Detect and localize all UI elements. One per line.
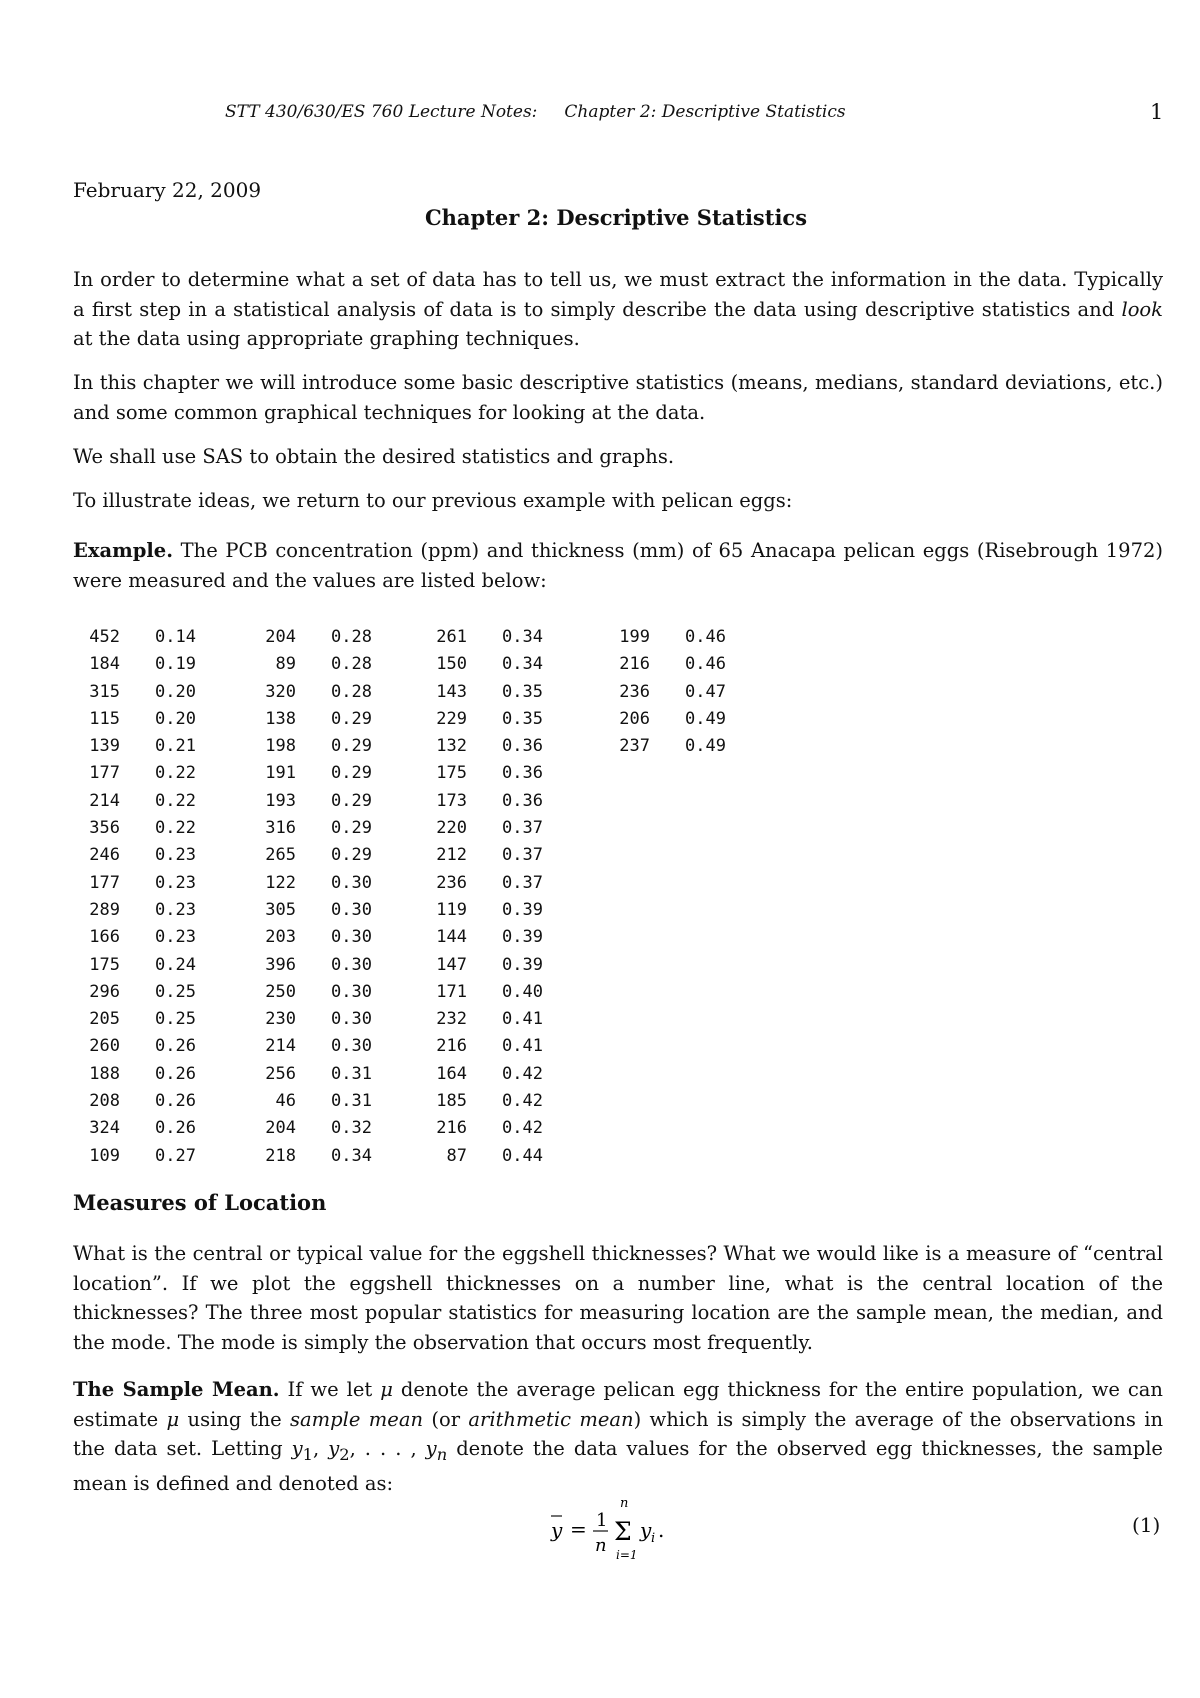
pcb-value-cell: 315 [89,681,120,702]
pcb-value-cell: 203 [265,927,296,948]
thickness-value-cell [650,952,726,979]
example-label: Example. [73,539,173,562]
sample-mean-label: The Sample Mean. [73,1378,280,1401]
thickness-value-cell: 0.30 [331,954,372,975]
eq-lhs: y [551,1518,563,1542]
thickness-value-cell: 0.22 [155,763,196,784]
sum-lower-limit: i=1 [616,1548,638,1562]
sample-mean-term: sample mean [290,1407,424,1431]
pcb-value-cell: 232 [436,1009,467,1030]
table-row [78,1088,726,1115]
pcb-value-cell [543,1115,650,1142]
thickness-value-cell: 0.23 [155,927,196,948]
thickness-value-cell: 0.44 [502,1145,543,1166]
equation-number: (1) [1132,1513,1161,1537]
table-row [78,1115,726,1142]
thickness-value-cell [650,760,726,787]
pelican-egg-data-table [78,624,726,1170]
thickness-value-cell [650,842,726,869]
pcb-value-cell: 356 [89,818,120,839]
pcb-value-cell: 175 [89,954,120,975]
chapter-overview-paragraph: In this chapter we will introduce some basic descriptive statistics (means, medians, standard deviations, etc.) and some common graphical techniques for looking at the data. [73,371,1163,424]
pcb-value-cell: 173 [436,790,467,811]
pcb-value-cell: 109 [89,1145,120,1166]
pcb-value-cell: 250 [265,981,296,1002]
mean-text-5: ) which is simply the average of the observations in the data set. Letting [73,1407,1164,1460]
pcb-value-cell: 237 [619,736,650,757]
table-row [78,760,726,787]
thickness-value-cell: 0.49 [685,736,726,757]
pcb-value-cell: 265 [265,845,296,866]
table-row [78,979,726,1006]
eq-y: y [640,1518,652,1542]
thickness-value-cell: 0.20 [155,708,196,729]
data-table-body [78,624,726,1170]
thickness-value-cell: 0.42 [502,1091,543,1112]
pcb-value-cell [543,815,650,842]
pcb-value-cell: 175 [436,763,467,784]
thickness-value-cell: 0.30 [331,927,372,948]
thickness-value-cell: 0.41 [502,1009,543,1030]
pcb-value-cell: 214 [265,1036,296,1057]
pcb-value-cell: 218 [265,1145,296,1166]
thickness-value-cell: 0.29 [331,763,372,784]
thickness-value-cell: 0.26 [155,1063,196,1084]
table-row [78,679,726,706]
thickness-value-cell: 0.34 [502,627,543,647]
pcb-value-cell: 87 [446,1145,467,1166]
pcb-value-cell [543,842,650,869]
date-line: February 22, 2009 [73,178,262,202]
pcb-value-cell: 164 [436,1063,467,1084]
thickness-value-cell: 0.39 [502,954,543,975]
thickness-value-cell [650,979,726,1006]
intro-text-b: at the data using appropriate graphing techniques. [73,327,580,350]
sas-paragraph: We shall use SAS to obtain the desired statistics and graphs. [73,445,675,468]
pcb-value-cell: 216 [619,654,650,675]
table-row [78,1006,726,1033]
thickness-value-cell: 0.39 [502,899,543,920]
pcb-value-cell: 212 [436,845,467,866]
pcb-value-cell: 184 [89,654,120,675]
pcb-value-cell: 89 [275,654,296,675]
pcb-value-cell: 256 [265,1063,296,1084]
pcb-value-cell: 305 [265,899,296,920]
pcb-value-cell: 138 [265,708,296,729]
running-header [0,100,1200,130]
pcb-value-cell [543,760,650,787]
pcb-value-cell: 132 [436,736,467,757]
pcb-value-cell: 206 [619,708,650,729]
mean-text-4: (or [423,1407,469,1431]
thickness-value-cell: 0.25 [155,981,196,1002]
pcb-value-cell: 220 [436,818,467,839]
thickness-value-cell [650,1115,726,1142]
thickness-value-cell: 0.36 [502,763,543,784]
thickness-value-cell [650,1088,726,1115]
mean-text-1: If we let [279,1378,381,1401]
thickness-value-cell [650,897,726,924]
pcb-value-cell: 289 [89,899,120,920]
thickness-value-cell [650,1143,726,1170]
thickness-value-cell: 0.46 [685,627,726,647]
eq-period: . [658,1518,665,1542]
thickness-value-cell: 0.37 [502,845,543,866]
thickness-value-cell: 0.36 [502,736,543,757]
pcb-value-cell: 205 [89,1009,120,1030]
running-title: STT 430/630/ES 760 Lecture Notes: Chapter 2: Descriptive Statistics [225,102,846,122]
thickness-value-cell: 0.30 [331,872,372,893]
pcb-value-cell [543,870,650,897]
pcb-value-cell: 171 [436,981,467,1002]
pcb-value-cell: 230 [265,1009,296,1030]
example-paragraph [73,536,1163,595]
thickness-value-cell: 0.30 [331,1009,372,1030]
sample-mean-paragraph: The Sample Mean. If we let μ denote the average pelican egg thickness for the entire population, we can estimate μ using the sample mean (or arithmetic mean) which is simply the average of the observations in the data set. Letting $y_1$, $y_2$, . . . , $y_n$ denote the data values for the observed egg thicknesses, the sample mean is defined and denoted as: [73,1378,1164,1496]
intro-text-a: In order to determine what a set of data has to tell us, we must extract the information in the data. Typically a first step in a statistical analysis of data is to simply describe the data using descriptive statistics and [73,268,1163,321]
thickness-value-cell: 0.30 [331,981,372,1002]
pcb-value-cell: 143 [436,681,467,702]
table-row [78,924,726,951]
table-row [78,788,726,815]
pcb-value-cell: 46 [275,1091,296,1112]
thickness-value-cell: 0.25 [155,1009,196,1030]
thickness-value-cell: 0.23 [155,899,196,920]
thickness-value-cell: 0.27 [155,1145,196,1166]
pcb-value-cell: 261 [436,627,467,647]
pcb-value-cell: 119 [436,899,467,920]
table-row [78,952,726,979]
pcb-value-cell [543,1033,650,1060]
thickness-value-cell: 0.32 [331,1118,372,1139]
ellipsis: , . . . , [349,1437,426,1460]
thickness-value-cell: 0.29 [331,790,372,811]
pcb-value-cell: 150 [436,654,467,675]
thickness-value-cell: 0.26 [155,1036,196,1057]
table-row [78,1061,726,1088]
pcb-value-cell: 166 [89,927,120,948]
thickness-value-cell: 0.34 [502,654,543,675]
pcb-value-cell: 185 [436,1091,467,1112]
thickness-value-cell: 0.41 [502,1036,543,1057]
thickness-value-cell [650,815,726,842]
pcb-value-cell: 193 [265,790,296,811]
pcb-value-cell: 147 [436,954,467,975]
pcb-value-cell: 177 [89,763,120,784]
thickness-value-cell: 0.24 [155,954,196,975]
mean-text-2: denote the average pelican egg thickness for the entire population, we can estimate [73,1378,1163,1431]
pcb-value-cell: 144 [436,927,467,948]
sample-mean-equation [550,1495,690,1565]
mean-text-3: using the [179,1407,291,1431]
location-paragraph: What is the central or typical value for the eggshell thicknesses? What we would like is a measure of “central location”. If we plot the eggshell thicknesses on a number line, what is the central location of the thicknesses? The three most popular statistics for measuring location are the sample mean, the median, and the mode. The mode is simply the observation that occurs most frequently. [73,1242,1163,1354]
eq-denominator: n [595,1535,607,1556]
pcb-value-cell [543,1088,650,1115]
thickness-value-cell: 0.29 [331,736,372,757]
thickness-value-cell: 0.42 [502,1063,543,1084]
pcb-value-cell: 199 [619,627,650,647]
table-row [78,1143,726,1170]
thickness-value-cell: 0.35 [502,708,543,729]
intro-paragraph [73,265,1163,354]
thickness-value-cell: 0.28 [331,681,372,702]
section-heading-measures-of-location: Measures of Location [73,1190,327,1215]
thickness-value-cell: 0.20 [155,681,196,702]
pcb-value-cell: 236 [619,681,650,702]
thickness-value-cell: 0.36 [502,790,543,811]
subscript: n [436,1444,448,1464]
thickness-value-cell: 0.37 [502,872,543,893]
pcb-value-cell: 236 [436,872,467,893]
subscript: 1 [302,1444,313,1464]
pcb-value-cell: 246 [89,845,120,866]
subscript: 2 [339,1444,350,1464]
table-row [78,870,726,897]
chapter-title: Chapter 2: Descriptive Statistics [424,205,808,230]
table-row [78,624,726,651]
pcb-value-cell: 320 [265,681,296,702]
sum-upper-limit: n [620,1496,629,1511]
pcb-value-cell [543,897,650,924]
y-variable: y [425,1437,437,1460]
pcb-value-cell: 208 [89,1091,120,1112]
eq-numerator: 1 [596,1510,608,1531]
thickness-value-cell: 0.31 [331,1091,372,1112]
mu-symbol: μ [166,1407,180,1431]
pcb-value-cell: 296 [89,981,120,1002]
y-variable: y [328,1437,340,1460]
pcb-value-cell [543,1143,650,1170]
pcb-value-cell: 198 [265,736,296,757]
eq-equals: = [570,1517,587,1541]
table-row [78,1033,726,1060]
pcb-value-cell: 396 [265,954,296,975]
thickness-value-cell: 0.30 [331,899,372,920]
pcb-value-cell [543,952,650,979]
thickness-value-cell: 0.30 [331,1036,372,1057]
thickness-value-cell: 0.29 [331,845,372,866]
pcb-value-cell [543,1061,650,1088]
thickness-value-cell: 0.29 [331,708,372,729]
thickness-value-cell: 0.26 [155,1091,196,1112]
thickness-value-cell: 0.35 [502,681,543,702]
arithmetic-mean-term: arithmetic mean [468,1407,634,1431]
thickness-value-cell: 0.46 [685,654,726,675]
thickness-value-cell: 0.28 [331,654,372,675]
thickness-value-cell: 0.37 [502,818,543,839]
pcb-value-cell [543,1006,650,1033]
thickness-value-cell: 0.47 [685,681,726,702]
pcb-value-cell: 122 [265,872,296,893]
pcb-value-cell: 188 [89,1063,120,1084]
thickness-value-cell: 0.42 [502,1118,543,1139]
intro-emphasis: look [1121,297,1163,321]
pcb-value-cell: 191 [265,763,296,784]
table-row [78,651,726,678]
sigma-symbol: Σ [614,1517,632,1546]
table-row [78,815,726,842]
mean-text-6: denote the data values for the observed egg thicknesses, the sample mean is defined and denoted as: [73,1437,1163,1496]
pcb-value-cell [543,979,650,1006]
table-row [78,897,726,924]
page-number: 1 [1150,100,1164,124]
thickness-value-cell [650,1061,726,1088]
pcb-value-cell: 115 [89,708,120,729]
thickness-value-cell: 0.19 [155,654,196,675]
thickness-value-cell: 0.34 [331,1145,372,1166]
thickness-value-cell [650,788,726,815]
pcb-value-cell: 324 [89,1118,120,1139]
thickness-value-cell [650,870,726,897]
thickness-value-cell: 0.23 [155,845,196,866]
pcb-value-cell [543,924,650,951]
pcb-value-cell [543,788,650,815]
table-row [78,706,726,733]
pcb-value-cell: 177 [89,872,120,893]
thickness-value-cell: 0.23 [155,872,196,893]
thickness-value-cell: 0.49 [685,708,726,729]
illustrate-paragraph: To illustrate ideas, we return to our previous example with pelican eggs: [73,489,793,512]
y-variable: y [291,1437,303,1460]
thickness-value-cell: 0.40 [502,981,543,1002]
thickness-value-cell: 0.22 [155,790,196,811]
pcb-value-cell: 316 [265,818,296,839]
thickness-value-cell [650,1006,726,1033]
pcb-value-cell: 260 [89,1036,120,1057]
pcb-value-cell: 204 [265,627,296,647]
example-text: The PCB concentration (ppm) and thickness (mm) of 65 Anacapa pelican eggs (Risebrough 1972) were measured and the values are listed below: [73,539,1163,592]
pcb-value-cell: 452 [89,627,120,647]
table-row [78,842,726,869]
pcb-value-cell: 216 [436,1036,467,1057]
thickness-value-cell [650,924,726,951]
thickness-value-cell: 0.28 [331,627,372,647]
thickness-value-cell: 0.22 [155,818,196,839]
thickness-value-cell: 0.21 [155,736,196,757]
table-row [78,733,726,760]
thickness-value-cell: 0.26 [155,1118,196,1139]
pcb-value-cell: 214 [89,790,120,811]
thickness-value-cell: 0.29 [331,818,372,839]
pcb-value-cell: 139 [89,736,120,757]
thickness-value-cell: 0.14 [155,627,196,647]
eq-subscript: i [651,1531,656,1546]
pcb-value-cell: 204 [265,1118,296,1139]
pcb-value-cell: 229 [436,708,467,729]
thickness-value-cell [650,1033,726,1060]
mu-symbol: μ [380,1378,393,1401]
thickness-value-cell: 0.31 [331,1063,372,1084]
thickness-value-cell: 0.39 [502,927,543,948]
pcb-value-cell: 216 [436,1118,467,1139]
